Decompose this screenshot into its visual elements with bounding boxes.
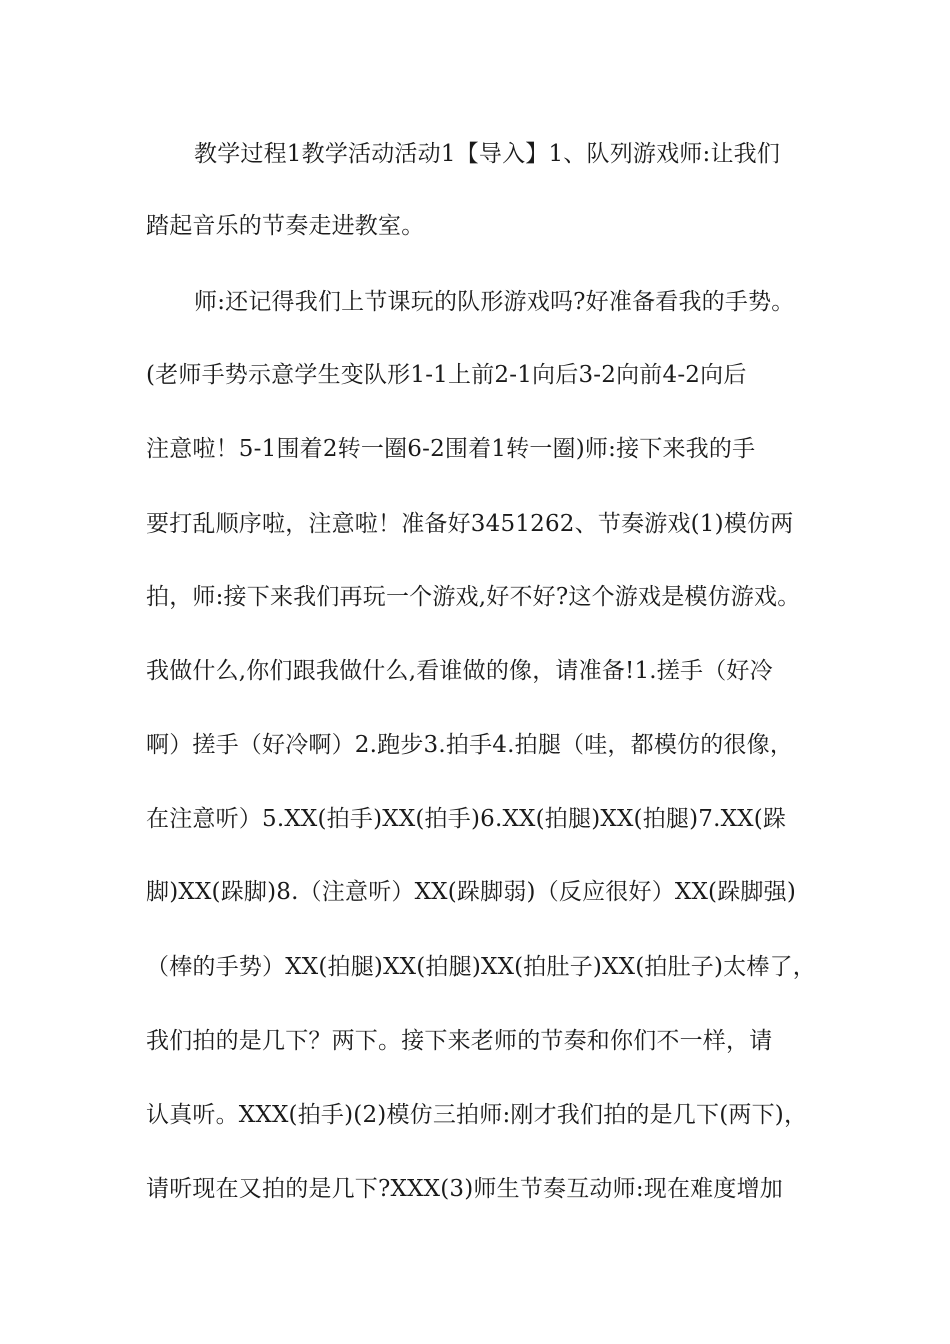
text-line-1: 教学过程1教学活动活动1【导入】1、队列游戏师:让我们	[194, 141, 781, 167]
text-line-6: 要打乱顺序啦，注意啦！准备好3451262、节奏游戏(1)模仿两	[146, 511, 794, 537]
text-line-5: 注意啦！5-1围着2转一圈6-2围着1转一圈)师:接下来我的手	[146, 436, 756, 462]
text-line-10: 在注意听）5.XX(拍手)XX(拍手)6.XX(拍腿)XX(拍腿)7.XX(跺	[146, 806, 787, 832]
text-line-11: 脚)XX(跺脚)8.（注意听）XX(跺脚弱)（反应很好）XX(跺脚强)	[146, 879, 797, 905]
text-line-8: 我做什么,你们跟我做什么,看谁做的像，请准备!1.搓手（好冷	[146, 658, 773, 684]
text-line-2: 踏起音乐的节奏走进教室。	[146, 213, 425, 239]
text-line-12: （棒的手势）XX(拍腿)XX(拍腿)XX(拍肚子)XX(拍肚子)太棒了，	[146, 954, 816, 980]
text-line-4: (老师手势示意学生变队形1-1上前2-1向后3-2向前4-2向后	[146, 362, 747, 388]
text-line-7: 拍，师:接下来我们再玩一个游戏,好不好?这个游戏是模仿游戏。	[146, 584, 801, 610]
text-line-13: 我们拍的是几下？两下。接下来老师的节奏和你们不一样，请	[146, 1028, 773, 1054]
text-line-14: 认真听。XXX(拍手)(2)模仿三拍师:刚才我们拍的是几下(两下)，	[146, 1102, 808, 1128]
text-line-15: 请听现在又拍的是几下?XXX(3)师生节奏互动师:现在难度增加	[146, 1176, 783, 1202]
text-line-3: 师:还记得我们上节课玩的队形游戏吗?好准备看我的手势。	[194, 289, 795, 315]
text-line-9: 啊）搓手（好冷啊）2.跑步3.拍手4.拍腿（哇，都模仿的很像，	[146, 732, 794, 758]
